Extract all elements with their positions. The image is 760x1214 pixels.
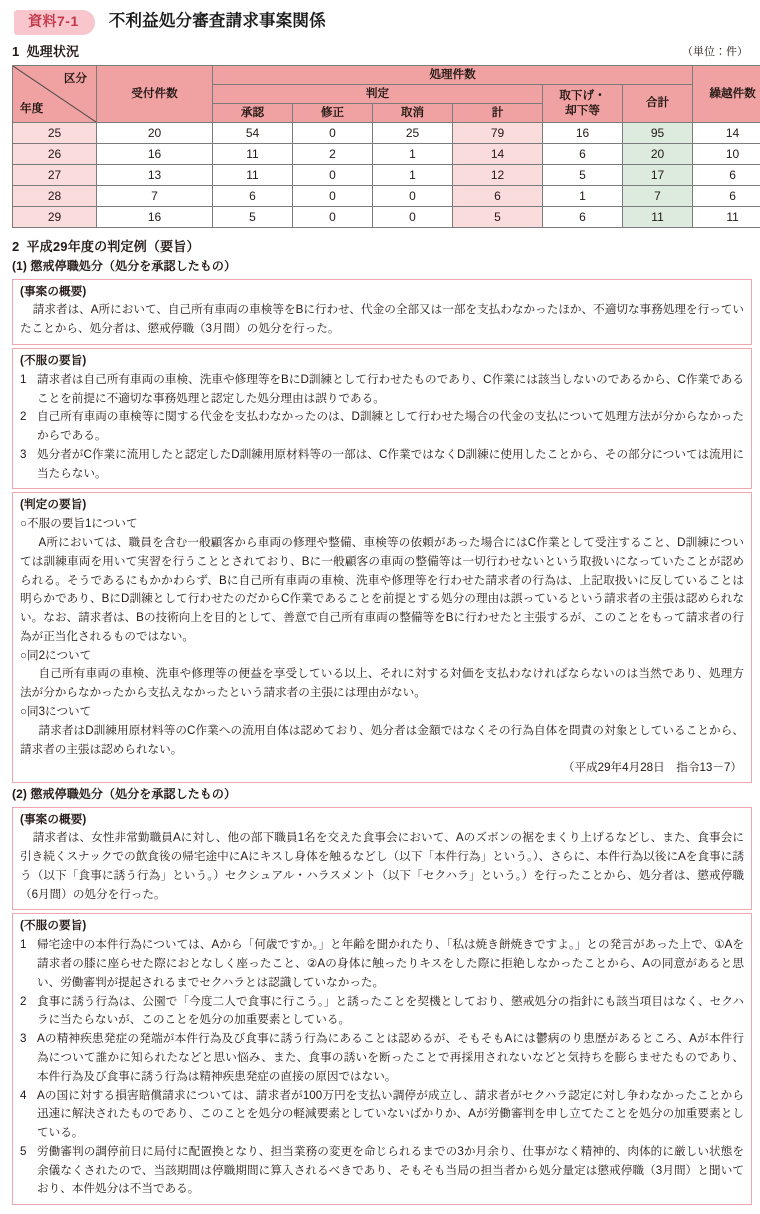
cell-shusei: 0 bbox=[293, 207, 373, 228]
list-item-number: 4 bbox=[20, 1087, 37, 1143]
table-row bbox=[13, 144, 760, 165]
case1-summary-label: (事案の概要) bbox=[20, 284, 744, 301]
cell-torisage: 5 bbox=[543, 165, 623, 186]
cell-kurikoshi: 11 bbox=[693, 207, 760, 228]
cell-shonin: 11 bbox=[213, 165, 293, 186]
table-row bbox=[13, 123, 760, 144]
cell-gokei: 20 bbox=[623, 144, 693, 165]
cell-kurikoshi: 10 bbox=[693, 144, 760, 165]
cell-kei: 14 bbox=[453, 144, 543, 165]
case1-ruling-box bbox=[12, 492, 752, 783]
case1-objection-label: (不服の要旨) bbox=[20, 353, 744, 370]
header-group-shori: 処理件数 bbox=[213, 66, 693, 85]
case1-reference: （平成29年4月28日 指令13－7） bbox=[20, 760, 744, 777]
cell-shonin: 11 bbox=[213, 144, 293, 165]
ruling-block-body: 自己所有車両の車検、洗車や修理等の便益を享受している以上、それに対する対価を支払わなければならないのは当然であり、処理方法が分からなかったから支払えなかったという請求者の主張には理由がない。 bbox=[20, 665, 744, 703]
case2-summary-text: 請求者は、女性非常勤職員Aに対し、他の部下職員1名を交えた食事会において、Aのズボンの裾をまくり上げるなどし、また、食事会に引き続くスナックでの飲食後の帰宅途中にAにキスし身体を触るなどし（以下「本件行為」という。）、さらに、本件行為以後にAを食事に誘う（以下「食事に誘う行為」という。）セクシュアル・ハラスメント（以下「セクハラ」という。）を行ったことから、処分者は、懲戒停職（6月間）の処分を行った。 bbox=[20, 829, 744, 904]
cell-torisage: 16 bbox=[543, 123, 623, 144]
cell-kei: 5 bbox=[453, 207, 543, 228]
header-uketsuke: 受付件数 bbox=[97, 66, 213, 123]
case1-heading: (1) 懲戒停職処分（処分を承認したもの） bbox=[12, 258, 750, 275]
list-item-number: 2 bbox=[20, 408, 37, 446]
cell-torikeshi: 0 bbox=[373, 207, 453, 228]
header-kei: 計 bbox=[453, 104, 543, 123]
list-item bbox=[20, 1087, 744, 1143]
cell-year: 28 bbox=[13, 186, 97, 207]
cell-torisage: 6 bbox=[543, 144, 623, 165]
cell-shusei: 0 bbox=[293, 186, 373, 207]
cell-gokei: 11 bbox=[623, 207, 693, 228]
ruling-block-head: ○同3について bbox=[20, 703, 744, 722]
list-item-number: 3 bbox=[20, 1030, 37, 1086]
cell-shusei: 2 bbox=[293, 144, 373, 165]
list-item-text: Aの精神疾患発症の発端が本件行為及び食事に誘う行為にあることは認めるが、そもそもAには鬱病のり患歴があるところ、Aが本件行為について誰かに知られたなどと思い悩み、また、食事の誘いを断ったことで再採用されないなどと気持ちを膨らませたものであり、本件行為及び食事に誘う行為は精神疾患発症の直接の原因ではない。 bbox=[37, 1030, 744, 1086]
header-shusei: 修正 bbox=[293, 104, 373, 123]
cell-shusei: 0 bbox=[293, 123, 373, 144]
case2-objection-box bbox=[12, 913, 752, 1205]
ruling-block-body: A所においては、職員を含む一般顧客から車両の修理や整備、車検等の依頼があった場合にはC作業として受注すること、D訓練については訓練車両を用いて実習を行うこととされており、Bに一般顧客の車両の整備等は一切行わせないという取扱いになっていたことが認められる。そうであるにもかかわらず、Bに自己所有車両の車検、洗車や修理等を行わせた請求者の行為は、上記取扱いに反していることは明らかであり、BにD訓練として行わせたのだからC作業であることを前提とする処分の理由は誤っているという請求者の主張は認められない。なお、請求者は、Bの技術向上を目的として、善意で自己所有車両の整備等をBに行わせたと主張するが、このことをもって請求者の行為が正当化されるものではない。 bbox=[20, 534, 744, 647]
section2-heading bbox=[12, 238, 750, 257]
unit-note: （単位：件） bbox=[682, 45, 748, 61]
table-row bbox=[13, 165, 760, 186]
list-item-text: 食事に誘う行為は、公園で「今度二人で食事に行こう。」と誘ったことを契機としており、懲戒処分の指針にも該当項目はなく、セクハラに当たらないが、このことを処分の加重要素としている。 bbox=[37, 993, 744, 1031]
section1-title-group bbox=[12, 43, 79, 62]
table-row bbox=[13, 207, 760, 228]
cell-year: 26 bbox=[13, 144, 97, 165]
header-gokei: 合計 bbox=[623, 85, 693, 123]
cell-uketsuke: 7 bbox=[97, 186, 213, 207]
header-corner-cell bbox=[13, 66, 97, 123]
list-item-text: 自己所有車両の車検等に関する代金を支払わなかったのは、D訓練として行わせた場合の代金の支払について処理方法が分からなかったからである。 bbox=[37, 408, 744, 446]
list-item bbox=[20, 446, 744, 484]
ruling-block-head: ○不服の要旨1について bbox=[20, 515, 744, 534]
header-kurikoshi: 繰越件数 bbox=[693, 66, 760, 123]
cell-kurikoshi: 6 bbox=[693, 186, 760, 207]
cell-year: 27 bbox=[13, 165, 97, 186]
page-title: 不利益処分審査請求事案関係 bbox=[109, 10, 326, 34]
section1-title: 処理状況 bbox=[26, 44, 79, 59]
header-corner-top-label: 区分 bbox=[64, 71, 87, 88]
cell-torikeshi: 1 bbox=[373, 144, 453, 165]
case2-objection-label: (不服の要旨) bbox=[20, 918, 744, 935]
list-item-text: 帰宅途中の本件行為については、Aから「何歳ですか。」と年齢を聞かれたり、「私は焼き餅焼きですよ。」との発言があった上で、①Aを請求者の膝に座らせた際におとなしく座ったこと、②Aの身体に触ったりキスをした際に拒絶しなかったことから、Aの同意があると思い、労働審判が提起されるまでセクハラとは認識していなかった。 bbox=[37, 936, 744, 992]
cell-kei: 79 bbox=[453, 123, 543, 144]
cell-kurikoshi: 6 bbox=[693, 165, 760, 186]
section1-heading bbox=[12, 43, 750, 62]
list-item bbox=[20, 408, 744, 446]
list-item bbox=[20, 936, 744, 992]
header-torisage-line2: 却下等 bbox=[543, 104, 622, 118]
case2-heading: (2) 懲戒停職処分（処分を承認したもの） bbox=[12, 786, 750, 803]
ruling-block-head: ○同2について bbox=[20, 647, 744, 666]
case1-summary-box bbox=[12, 279, 752, 345]
cell-torikeshi: 25 bbox=[373, 123, 453, 144]
cell-year: 29 bbox=[13, 207, 97, 228]
cell-shonin: 5 bbox=[213, 207, 293, 228]
cell-uketsuke: 16 bbox=[97, 207, 213, 228]
document-header bbox=[14, 10, 750, 35]
ruling-block-body: 請求者はD訓練用原材料等のC作業への流用自体は認めており、処分者は金額ではなくその行為自体を問責の対象としていることから、請求者の主張は認められない。 bbox=[20, 722, 744, 760]
cell-kei: 6 bbox=[453, 186, 543, 207]
list-item bbox=[20, 371, 744, 409]
header-torisage-line1: 取下げ・ bbox=[543, 89, 622, 103]
table-header-row-1 bbox=[13, 66, 760, 85]
header-torisage bbox=[543, 85, 623, 123]
cell-uketsuke: 16 bbox=[97, 144, 213, 165]
list-item-number: 5 bbox=[20, 1143, 37, 1199]
header-group-hantei: 判定 bbox=[213, 85, 543, 104]
header-torikeshi: 取消 bbox=[373, 104, 453, 123]
list-item bbox=[20, 1143, 744, 1199]
header-corner-bottom-label: 年度 bbox=[20, 101, 43, 118]
list-item-number: 2 bbox=[20, 993, 37, 1031]
list-item-text: 処分者がC作業に流用したと認定したD訓練用原材料等の一部は、C作業ではなくD訓練に使用したことから、その部分については流用に当たらない。 bbox=[37, 446, 744, 484]
section1-number: 1 bbox=[12, 44, 19, 59]
list-item-text: Aの国に対する損害賠償請求については、請求者が100万円を支払い調停が成立し、請求者がセクハラ認定に対し争わなかったことから迅速に解決されたものであり、このことを処分の軽減要素としていないばかりか、Aが労働審判を申し立てたことを処分の加重要素としている。 bbox=[37, 1087, 744, 1143]
cell-gokei: 95 bbox=[623, 123, 693, 144]
section2-title: 平成29年度の判定例（要旨） bbox=[26, 239, 199, 254]
table-body bbox=[13, 123, 760, 228]
cell-shusei: 0 bbox=[293, 165, 373, 186]
table-row bbox=[13, 186, 760, 207]
section2-number: 2 bbox=[12, 239, 19, 254]
cell-uketsuke: 20 bbox=[97, 123, 213, 144]
list-item bbox=[20, 1030, 744, 1086]
processing-status-table bbox=[12, 65, 760, 228]
cell-gokei: 17 bbox=[623, 165, 693, 186]
case1-summary-text: 請求者は、A所において、自己所有車両の車検等をBに行わせ、代金の全部又は一部を支払わなかったほか、不適切な事務処理を行っていたことから、処分者は、懲戒停職（3月間）の処分を行った。 bbox=[20, 301, 744, 339]
document-badge: 資料7-1 bbox=[14, 10, 95, 35]
list-item-number: 3 bbox=[20, 446, 37, 484]
cell-shonin: 6 bbox=[213, 186, 293, 207]
cell-torisage: 6 bbox=[543, 207, 623, 228]
cell-kei: 12 bbox=[453, 165, 543, 186]
cell-torikeshi: 0 bbox=[373, 186, 453, 207]
case1-objection-box bbox=[12, 348, 752, 489]
cell-shonin: 54 bbox=[213, 123, 293, 144]
case2-summary-label: (事案の概要) bbox=[20, 812, 744, 829]
list-item-number: 1 bbox=[20, 936, 37, 992]
list-item-text: 請求者は自己所有車両の車検、洗車や修理等をBにD訓練として行わせたものであり、C作業には該当しないのであるから、C作業であることを前提に不適切な事務処理と認定した処分理由は誤りである。 bbox=[37, 371, 744, 409]
cell-year: 25 bbox=[13, 123, 97, 144]
cell-gokei: 7 bbox=[623, 186, 693, 207]
cell-kurikoshi: 14 bbox=[693, 123, 760, 144]
cell-torikeshi: 1 bbox=[373, 165, 453, 186]
case1-ruling-label: (判定の要旨) bbox=[20, 497, 744, 514]
cell-torisage: 1 bbox=[543, 186, 623, 207]
cell-uketsuke: 13 bbox=[97, 165, 213, 186]
list-item bbox=[20, 993, 744, 1031]
header-shonin: 承認 bbox=[213, 104, 293, 123]
list-item-text: 労働審判の調停前日に局付に配置換となり、担当業務の変更を命じられるまでの3か月余り、仕事がなく精神的、肉体的に厳しい状態を余儀なくされたので、当該期間は停職期間に算入されるべきであり、そもそも当局の担当者から処分量定は懲戒停職（3月間）と聞いており、本件処分は不当である。 bbox=[37, 1143, 744, 1199]
list-item-number: 1 bbox=[20, 371, 37, 409]
case2-summary-box bbox=[12, 807, 752, 911]
